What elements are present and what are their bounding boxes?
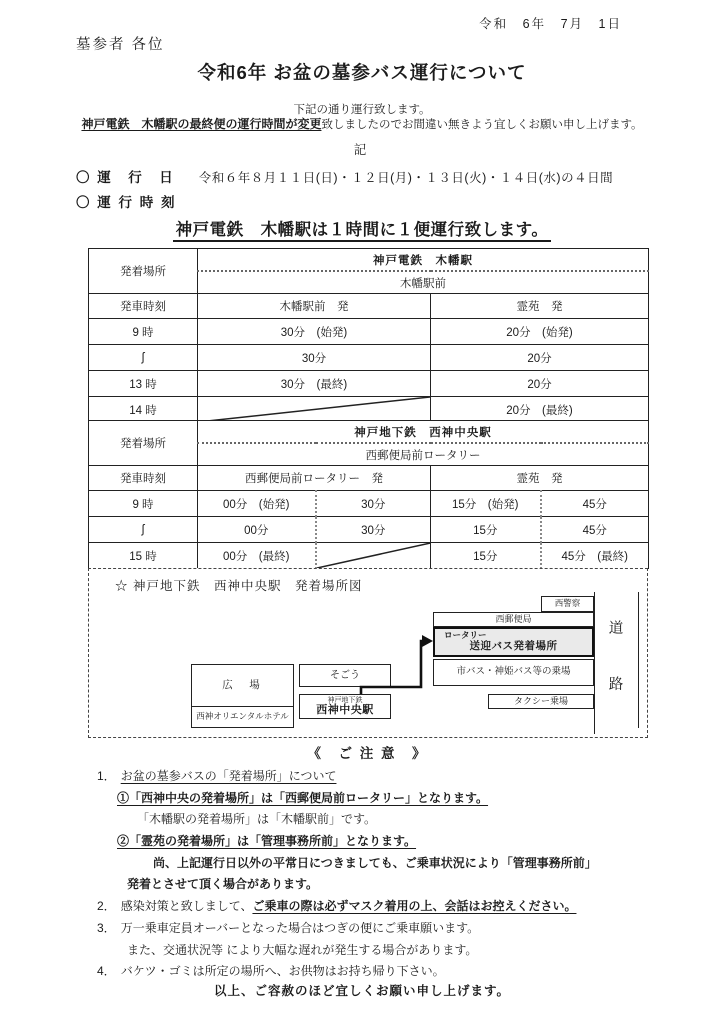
document-title: 令和6年 お盆の墓参バス運行について <box>197 62 527 83</box>
document-date: 令和 6年 7月 1日 <box>479 17 622 31</box>
note-item-1-1-sub <box>75 809 660 831</box>
intro-line-1: 下記の通り運行致します。 <box>293 104 431 116</box>
note-item-1-1 <box>75 788 660 810</box>
table2-station-cell: 神戸地下鉄 西神中央駅 <box>198 421 649 444</box>
timetable-cell: 9 時 <box>89 491 198 517</box>
timetable-cell: 45分 <box>541 491 649 517</box>
timetable-cell: 45分 <box>541 517 649 543</box>
timetable-cell: 20分 (最終) <box>431 397 649 423</box>
sogo-box: そごう <box>299 664 391 687</box>
operating-time-line <box>76 191 177 211</box>
note-number: 3． <box>97 920 116 935</box>
timetable-cell: 30分 <box>316 517 431 543</box>
taxi-stand-box: タクシー乗場 <box>488 694 594 709</box>
timetable-cell: 15 時 <box>89 543 198 569</box>
note-text: 万一乗車定員オーバーとなった場合はつぎの便にご乗車願います。 <box>120 920 480 935</box>
note-item-1-2-sub1: 尚、上記運行日以外の平常日につきましても、ご乗車状況により「管理事務所前」 <box>153 855 597 870</box>
timetable-cell: ʃ <box>89 345 198 371</box>
diagonal-strike <box>198 397 430 422</box>
record-mark: 記 <box>353 143 371 157</box>
post-office-box: 西郵便局 <box>433 612 594 627</box>
station-name-label: 西神中央駅 <box>316 704 374 717</box>
table1-corner-cell: 発着場所 <box>89 249 198 294</box>
note-text: お盆の墓参バスの「発着場所」について <box>120 769 337 783</box>
table2-dep-label-cell: 発車時刻 <box>89 466 198 491</box>
note-item-4 <box>75 961 660 983</box>
table2-col-a-header: 西郵便局前ロータリー 発 <box>198 466 431 491</box>
route-arrow <box>89 569 645 735</box>
note-number: 2． <box>97 899 116 914</box>
intro-emphasis: 神戸電鉄 木幡駅の最終便の運行時間が変更 <box>81 117 322 131</box>
timetable-cell: 30分 (最終) <box>198 371 431 397</box>
note-item-1-2 <box>75 831 660 853</box>
operating-time-label: 〇 運 行 時 刻 <box>76 195 177 210</box>
note-text: バケツ・ゴミは所定の場所へ、お供物はお持ち帰り下さい。 <box>120 964 445 979</box>
note-text: 感染対策と致しまして、 <box>120 899 253 914</box>
timetable-no-service-cell <box>316 543 431 569</box>
city-bus-box: 市バス・神姫バス等の乗場 <box>433 659 594 686</box>
plaza-label: 広 場 <box>222 678 263 691</box>
timetable-cell: 00分 <box>198 517 316 543</box>
timetable-cell: 15分 <box>431 517 541 543</box>
note-item-1-2-sub2: 発着とさせて頂く場合があります。 <box>127 877 319 892</box>
table1-dep-label-cell: 発車時刻 <box>89 294 198 319</box>
headline-banner <box>0 216 724 240</box>
operating-days-value: 令和６年８月１１日(日)・１２日(月)・１３日(火)・１４日(水)の４日間 <box>198 171 614 185</box>
intro-rest: 致しましたのでお間違い無きよう宜しくお願い申し上げます。 <box>321 119 643 131</box>
notes-heading: 《 ご 注 意 》 <box>307 746 428 761</box>
timetable-cell: 30分 <box>198 345 431 371</box>
timetable-cell: 20分 <box>431 345 649 371</box>
station-area-map <box>88 568 648 738</box>
timetable-cell: 15分 <box>431 543 541 569</box>
note-number: 1． <box>97 769 116 783</box>
timetable-no-service-cell <box>198 397 431 423</box>
diagonal-strike <box>317 543 431 568</box>
table1-station-cell: 神戸電鉄 木幡駅 <box>198 249 649 272</box>
shuttle-bus-stop-label: 送迎バス発着場所 <box>469 640 558 653</box>
road-label-top: 道 <box>608 621 624 637</box>
subway-line-label: 神戸地下鉄 <box>327 696 363 704</box>
road-label-bottom: 路 <box>608 677 624 693</box>
kihata-timetable <box>88 248 649 423</box>
operating-days-label: 〇 運 行 日 <box>76 170 175 185</box>
timetable-cell: 14 時 <box>89 397 198 423</box>
timetable-cell: 30分 <box>316 491 431 517</box>
closing-line: 以上、ご容赦のほど宜しくお願い申し上げます。 <box>213 984 510 998</box>
note-number: 4． <box>97 964 116 979</box>
note-item-3 <box>75 918 660 940</box>
note-text: ①「西神中央の発着場所」は「西郵便局前ロータリー」となります。 <box>117 790 489 805</box>
hotel-label: 西神オリエンタルホテル <box>192 706 293 727</box>
intro-line-2 <box>0 115 724 132</box>
timetable-cell: 45分 (最終) <box>541 543 649 569</box>
timetable-cell: 13 時 <box>89 371 198 397</box>
note-item-3-sub: また、交通状況等 により大幅な遅れが発生する場合があります。 <box>127 942 478 957</box>
operating-days-line <box>76 166 613 186</box>
rotary-label: ロータリー <box>444 630 487 640</box>
map-title: ☆ 神戸地下鉄 西神中央駅 発着場所図 <box>115 579 363 593</box>
seishin-chuo-timetable <box>88 420 649 569</box>
timetable-cell: 15分 (始発) <box>431 491 541 517</box>
timetable-cell: 20分 <box>431 371 649 397</box>
timetable-cell: ʃ <box>89 517 198 543</box>
table1-col-a-header: 木幡駅前 発 <box>198 294 431 319</box>
table2-col-b-header: 霊苑 発 <box>431 466 649 491</box>
table1-col-b-header: 霊苑 発 <box>431 294 649 319</box>
addressee: 墓参者 各位 <box>76 37 165 53</box>
note-text: ②「霊苑の発着場所」は「管理事務所前」となります。 <box>117 834 417 849</box>
note-item-2 <box>75 896 660 918</box>
timetable-cell: 30分 (始発) <box>198 319 431 345</box>
timetable-cell: 00分 (最終) <box>198 543 316 569</box>
note-item-1 <box>75 766 660 788</box>
table2-stop-cell: 西郵便局前ロータリー <box>198 443 649 466</box>
timetable-cell: 00分 (始発) <box>198 491 316 517</box>
table2-corner-cell: 発着場所 <box>89 421 198 466</box>
table1-stop-cell: 木幡駅前 <box>198 271 649 294</box>
police-box: 西警察 <box>541 596 594 612</box>
note-text-emphasis: ご乗車の際は必ずマスク着用の上、会話はお控えください。 <box>252 899 577 914</box>
notes-section <box>75 742 660 983</box>
timetable-cell: 20分 (始発) <box>431 319 649 345</box>
timetable-cell: 9 時 <box>89 319 198 345</box>
headline-banner-text: 神戸電鉄 木幡駅は１時間に１便運行致します。 <box>173 221 552 242</box>
note-text: 「木幡駅の発着場所」は「木幡駅前」です。 <box>137 812 377 827</box>
